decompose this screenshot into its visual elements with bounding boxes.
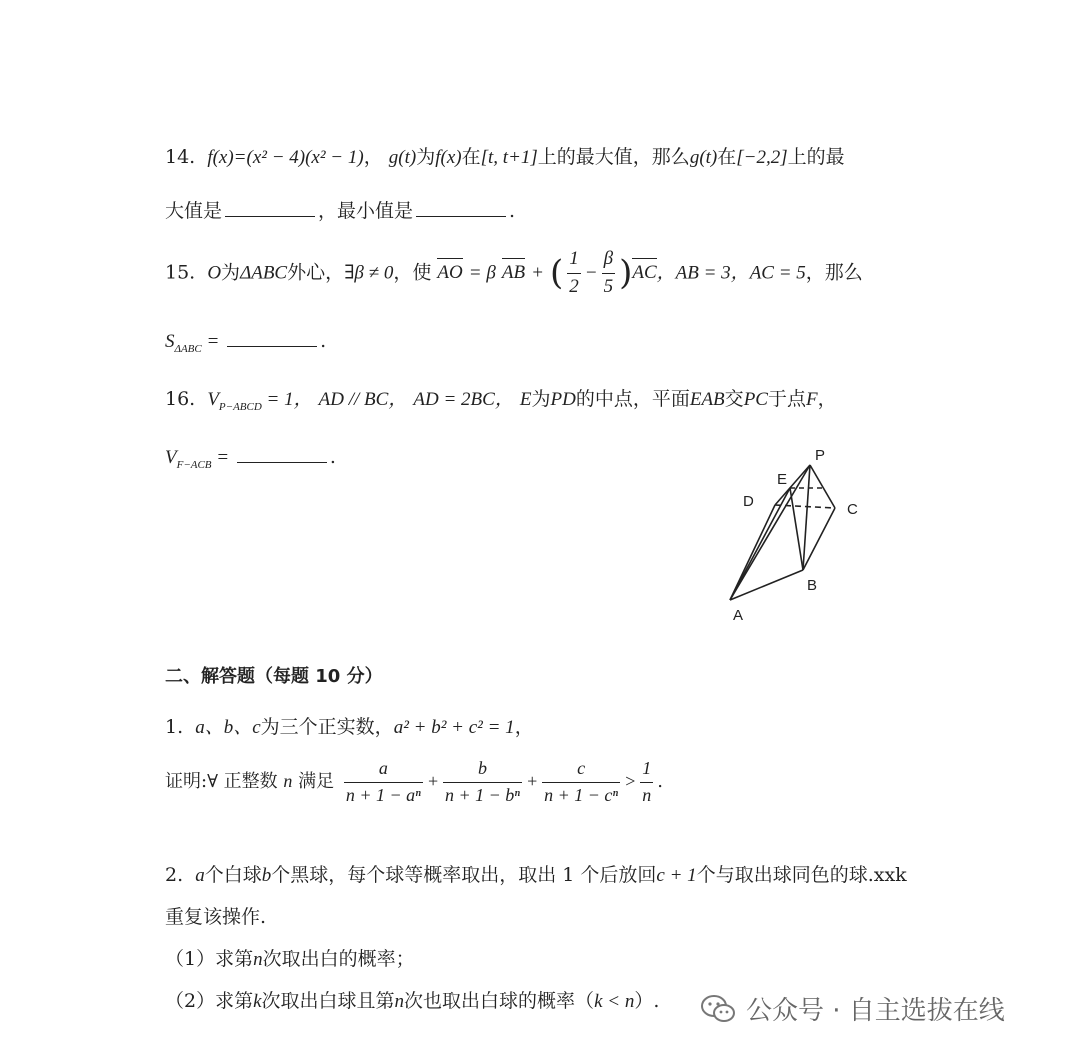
label-B: B: [807, 577, 818, 594]
question-2-line-2: 重复该操作.: [165, 906, 267, 928]
problem-number: 14.: [165, 146, 196, 168]
edge-BC: [803, 508, 835, 570]
text: ，最小值是: [318, 200, 414, 222]
text: 在: [717, 146, 737, 168]
math-interval: [t, t+1]: [480, 147, 538, 168]
math-eq: = β: [468, 262, 496, 284]
math-PD: PD: [550, 389, 576, 410]
math-EAB: EAB: [689, 389, 725, 410]
problem-16-line-2: [165, 446, 336, 472]
answer-blank-area: [227, 332, 317, 347]
math-b: b: [261, 865, 272, 886]
problem-16-line-1: [165, 388, 837, 414]
paren-left: (: [550, 252, 564, 293]
math-g: g(t): [388, 147, 417, 168]
fraction-beta: [602, 248, 616, 299]
fraction-a: [344, 758, 423, 806]
fraction-b: [443, 758, 522, 806]
math-O: O: [207, 262, 222, 284]
math-n: n: [283, 771, 293, 792]
frac-num: 1: [642, 758, 652, 778]
label-C: C: [847, 501, 858, 518]
text: 次取出白的概率；: [262, 948, 415, 970]
edge-PC: [810, 465, 835, 508]
text: 大值是: [165, 200, 223, 222]
edge-AB: [730, 570, 803, 600]
frac-den: 5: [602, 273, 616, 299]
label-E: E: [777, 471, 788, 488]
math-V-sub: P−ABCD: [218, 400, 262, 413]
text: 的中点，平面: [575, 388, 690, 410]
vector-AC: AC: [632, 262, 657, 284]
math-condition: a² + b² + c² = 1: [393, 717, 515, 738]
frac-num: β: [603, 248, 614, 269]
watermark-text: 公众号 · 自主选拔在线: [746, 996, 1005, 1026]
frac-num: 1: [569, 248, 579, 269]
text: 次也取出白球的概率（: [404, 990, 595, 1012]
question-1-line-1: [165, 716, 534, 740]
math-c-plus-1: c + 1: [656, 865, 697, 886]
problem-14-line-1: [165, 146, 845, 170]
math-PC: PC: [743, 389, 768, 410]
math-V-sub: F−ACB: [176, 458, 212, 471]
section-title: 二、解答题（每题 10 分）: [165, 666, 383, 687]
math-gt: >: [624, 771, 637, 792]
text: ，使: [393, 261, 432, 284]
problem-number: 16.: [165, 388, 196, 410]
text: 上的最大值，那么: [537, 146, 690, 168]
vector-AO: AO: [437, 262, 463, 284]
text: 为: [531, 388, 551, 410]
edge-EB: [790, 488, 803, 570]
question-2-line-1: [165, 864, 907, 888]
text: 为三个正实数，: [260, 716, 394, 738]
text: 证明:∀ 正整数: [165, 771, 278, 793]
label-A: A: [733, 607, 744, 624]
fraction-half: [567, 248, 581, 299]
problem-15-line-2: [165, 330, 326, 356]
math-eq: = 1，: [261, 389, 313, 410]
math-eq: =: [201, 331, 225, 352]
math-interval: [−2,2]: [736, 147, 788, 168]
math-minus: −: [584, 262, 598, 284]
text: .: [657, 771, 663, 793]
math-plus: +: [531, 262, 544, 284]
label-P: P: [815, 447, 826, 464]
text: .: [509, 200, 516, 222]
pyramid-figure: [715, 440, 865, 630]
fraction-1-over-n: [640, 758, 653, 806]
math-fx: f(x): [435, 147, 462, 168]
math-F: F: [805, 389, 818, 410]
frac-den: n + 1 − bⁿ: [443, 782, 522, 807]
frac-den: n: [640, 782, 653, 807]
vector-AB: AB: [501, 262, 526, 284]
answer-blank-max: [225, 202, 315, 217]
math-g: g(t): [689, 147, 718, 168]
text: 外心，: [287, 261, 345, 284]
text: ）.: [634, 990, 660, 1012]
text: ，那么: [805, 261, 863, 284]
math-E: E: [519, 389, 532, 410]
frac-num: c: [577, 758, 586, 778]
text: 为: [416, 146, 436, 168]
edge-PA: [730, 465, 810, 600]
math-triangle: ΔABC: [240, 262, 288, 284]
frac-den: 2: [567, 273, 581, 299]
edge-PB: [803, 465, 810, 570]
fraction-c: [542, 758, 620, 806]
text: ，: [817, 388, 837, 410]
math-V: V: [207, 389, 219, 410]
problem-14-line-2: [165, 200, 515, 223]
text: 上的最: [787, 146, 845, 168]
math-vars: a、b、c: [195, 717, 261, 738]
text: 个白球: [204, 864, 262, 886]
problem-15-line-1: [165, 248, 863, 299]
text: 为: [221, 261, 241, 284]
text: 于点: [767, 388, 806, 410]
text: 个与取出球同色的球.xxk: [696, 864, 907, 886]
math-n: n: [394, 991, 405, 1012]
math-n: n: [253, 949, 263, 970]
text: （2）求第: [165, 990, 254, 1012]
text: 满足: [298, 771, 335, 793]
text: 个黑球，每个球等概率取出，取出 1 个后放回: [271, 864, 657, 886]
text: 交: [724, 388, 744, 410]
label-D: D: [743, 493, 754, 510]
text: （1）求第: [165, 948, 254, 970]
math-V: V: [165, 447, 177, 468]
question-number: 2.: [165, 864, 184, 886]
text: 在: [461, 146, 481, 168]
condition-length: AD = 2BC，: [413, 389, 514, 410]
math-S-sub: ΔABC: [174, 342, 202, 355]
condition-AC: AC = 5: [749, 262, 806, 284]
condition-AB: ，AB = 3，: [656, 262, 750, 284]
question-number: 1.: [165, 716, 184, 738]
math-exists: ∃β ≠ 0: [344, 262, 394, 284]
frac-num: b: [477, 758, 487, 778]
problem-number: 15.: [165, 261, 196, 284]
condition-parallel: AD // BC，: [318, 389, 408, 410]
math-eq: =: [211, 447, 234, 468]
frac-den: n + 1 − aⁿ: [344, 782, 423, 807]
text: .: [320, 330, 327, 352]
watermark: [700, 990, 1005, 1027]
punct: ，: [363, 146, 383, 168]
question-2-sub-2: [165, 990, 659, 1014]
math-S: S: [165, 331, 175, 352]
text: ，: [514, 716, 534, 738]
math-condition: k < n: [594, 991, 635, 1012]
math-k: k: [253, 991, 262, 1012]
text: 次取出白球且第: [261, 990, 395, 1012]
paren-right: ): [619, 252, 633, 293]
math-plus: +: [426, 771, 439, 792]
question-1-line-2: [165, 758, 663, 806]
frac-num: a: [378, 758, 388, 778]
answer-blank-min: [416, 202, 506, 217]
text: .: [329, 446, 336, 468]
math-plus: +: [525, 771, 539, 792]
math-a: a: [195, 865, 205, 886]
frac-den: n + 1 − cⁿ: [542, 782, 620, 807]
answer-blank-volume: [237, 448, 327, 463]
question-2-sub-1: [165, 948, 415, 972]
wechat-icon: [700, 994, 736, 1024]
function-definition: f(x)=(x² − 4)(x² − 1): [207, 147, 364, 168]
